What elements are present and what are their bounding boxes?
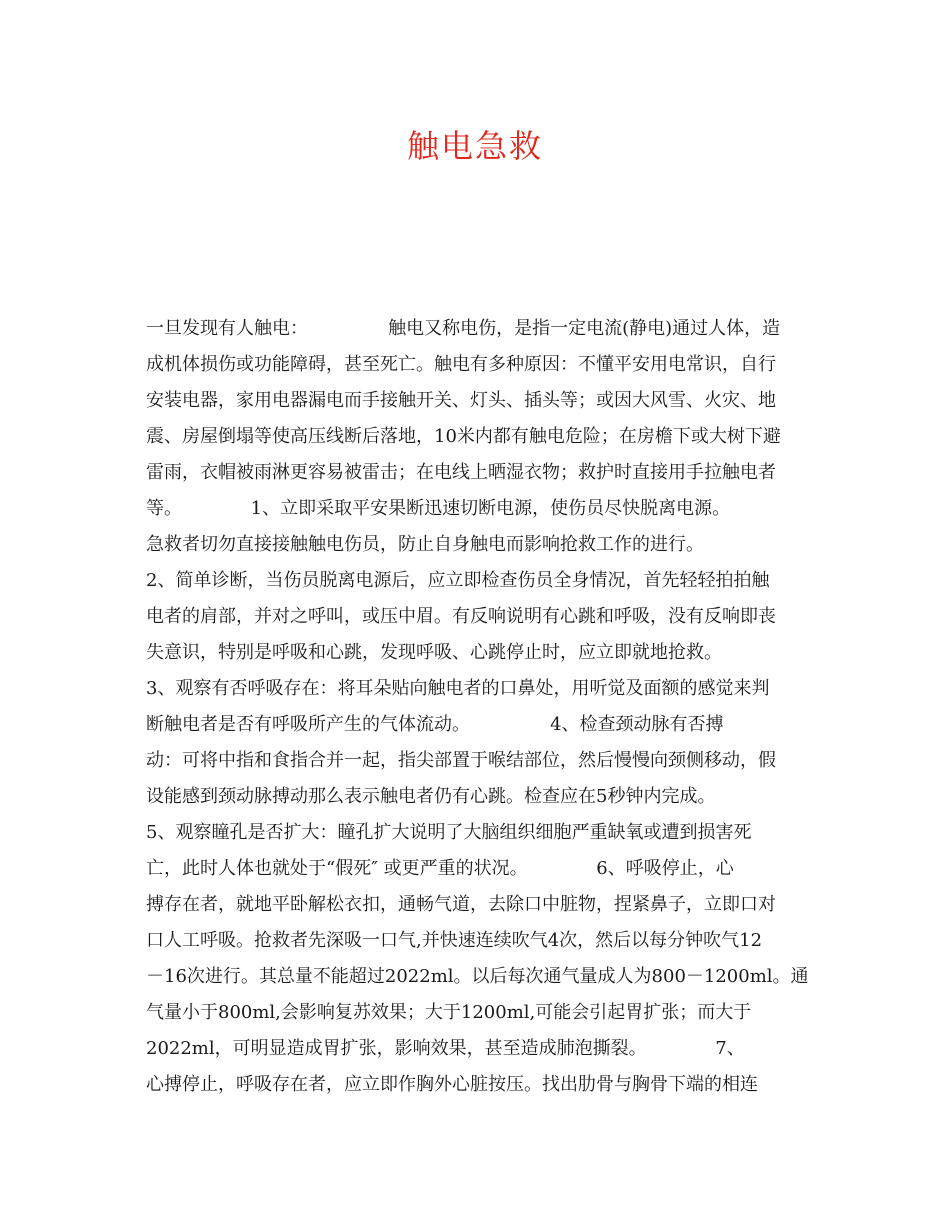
body-line: 一旦发现有人触电： 触电又称电伤，是指一定电流(静电)通过人体，造 (146, 318, 781, 339)
document-title: 触电急救 (406, 127, 543, 165)
body-line: 震、房屋倒塌等使高压线断后落地，10米内都有触电危险；在房檐下或大树下避 (146, 426, 781, 447)
body-line: 安装电器，家用电器漏电而手接触开关、灯头、插头等；或因大风雪、火灾、地 (146, 390, 776, 411)
body-line: 气量小于800ml,会影响复苏效果；大于1200ml,可能会引起胃扩张；而大于 (146, 1002, 752, 1023)
body-line: 设能感到颈动脉搏动那么表示触电者仍有心跳。检查应在5秒钟内完成。 (146, 786, 716, 807)
body-line: 断触电者是否有呼吸所产生的气体流动。 4、检查颈动脉有否搏 (146, 714, 724, 735)
body-line: 等。 1、立即采取平安果断迅速切断电源，使伤员尽快脱离电源。 (146, 498, 731, 519)
body-line: 电者的肩部，并对之呼叫，或压中眉。有反响说明有心跳和呼吸，没有反响即丧 (146, 606, 776, 627)
body-line: 心搏停止，呼吸存在者，应立即作胸外心脏按压。找出肋骨与胸骨下端的相连 (146, 1074, 758, 1095)
body-line: 急救者切勿直接接触触电伤员，防止自身触电而影响抢救工作的进行。 (146, 534, 704, 555)
body-line: 失意识，特别是呼吸和心跳，发现呼吸、心跳停止时，应立即就地抢救。 (146, 642, 722, 663)
body-line: 2、简单诊断，当伤员脱离电源后，应立即检查伤员全身情况，首先轻轻拍拍触 (146, 570, 770, 591)
body-line: 口人工呼吸。抢救者先深吸一口气,并快速连续吹气4次，然后以每分钟吹气12 (146, 930, 763, 951)
body-line: 搏存在者，就地平卧解松衣扣，通畅气道，去除口中脏物，捏紧鼻子，立即口对 (146, 894, 776, 915)
body-line: 雷雨，衣帽被雨淋更容易被雷击；在电线上晒湿衣物；救护时直接用手拉触电者 (146, 462, 776, 483)
body-line: 动：可将中指和食指合并一起，指尖部置于喉结部位，然后慢慢向颈侧移动，假 (146, 750, 776, 771)
body-line: 5、观察瞳孔是否扩大：瞳孔扩大说明了大脑组织细胞严重缺氧或遭到损害死 (146, 822, 752, 843)
body-line: 2022ml，可明显造成胃扩张，影响效果，甚至造成肺泡撕裂。 7、 (146, 1038, 745, 1059)
body-line: 3、观察有否呼吸存在：将耳朵贴向触电者的口鼻处，用听觉及面额的感觉来判 (146, 678, 770, 699)
body-line: 成机体损伤或功能障碍，甚至死亡。触电有多种原因：不懂平安用电常识，自行 (146, 354, 776, 375)
body-line: 亡，此时人体也就处于“假死″ 或更严重的状况。 6、呼吸停止，心 (146, 858, 734, 879)
body-line: －16次进行。其总量不能超过2022ml。以后每次通气量成人为800－1200ml。通 (146, 966, 809, 987)
